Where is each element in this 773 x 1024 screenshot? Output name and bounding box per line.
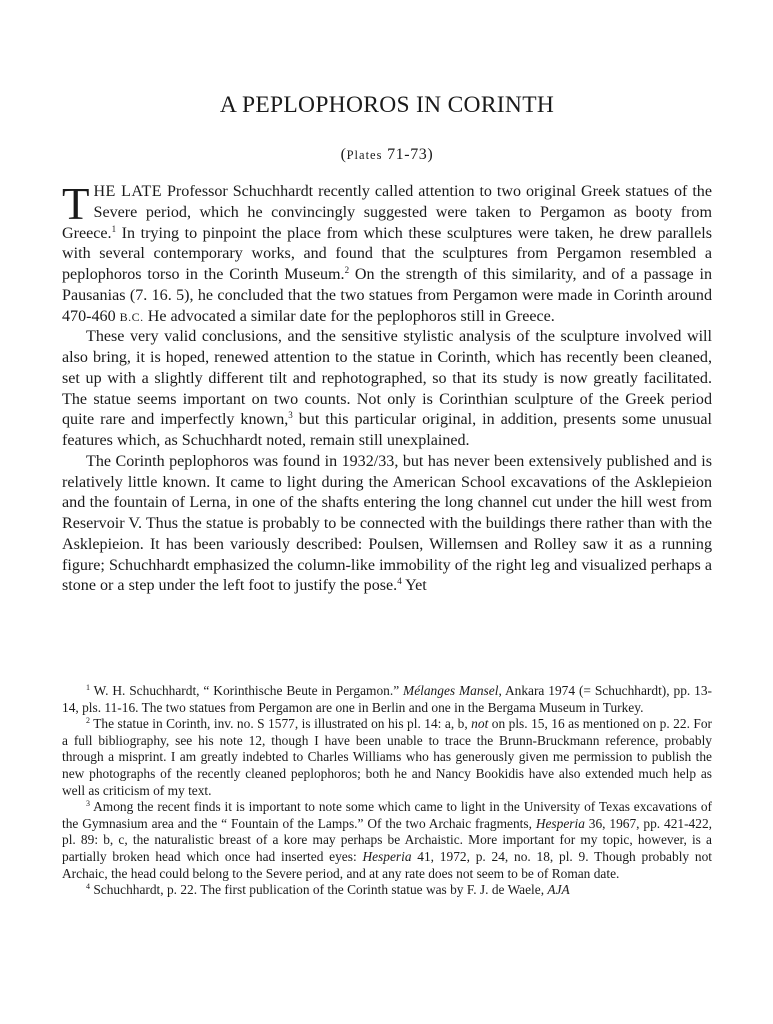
paragraph-1 bbox=[62, 179, 712, 327]
footnote-2-text-a: The statue in Corinth, inv. no. S 1577, is illustrated on his pl. 14: a, b, bbox=[90, 716, 472, 732]
footnote-3 bbox=[62, 799, 712, 882]
footnote-2-number: 2 bbox=[86, 716, 90, 726]
bc-abbrev: B.C. bbox=[119, 309, 144, 324]
p3-text-1: The Corinth peplophoros was found in 1932/33, but has never been extensively published and is relatively little known. It came to light during the American School excavations of the Asklepieion and the fountain of Lerna, in one of the shafts entering the long channel cut under the hill west from Reservoir V. Thus the statue is probably to be connected with the buildings there rather than with the Asklepieion. It has been variously described: Poulsen, Willemsen and Rolley saw it as a running figure; Schuchhardt emphasized the column-like immobility of the right leg and visualized perhaps a stone or a step under the left foot to justify the pose. bbox=[62, 452, 712, 595]
footnote-1-text-b: , Ankara 1974 (= Schuchhardt), pp. 13-14, pls. 11-16. The two statues from Pergamon are one in Berlin and one in the Bergama Museum in Turkey. bbox=[62, 683, 712, 715]
p1-text-4: He advocated a similar date for the peplophoros still in Greece. bbox=[143, 307, 555, 325]
plates-label: Plates bbox=[346, 148, 383, 162]
p3-text-2: Yet bbox=[401, 577, 427, 595]
lead-in: HE LATE bbox=[93, 183, 163, 200]
body-text bbox=[62, 179, 712, 597]
drop-cap: T bbox=[62, 179, 90, 229]
footnote-1-text-a: W. H. Schuchhardt, “ Korinthische Beute in Pergamon.” bbox=[90, 683, 404, 698]
plates-reference bbox=[62, 146, 712, 164]
footnote-1-number: 1 bbox=[86, 683, 90, 692]
paragraph-2 bbox=[62, 327, 712, 452]
footnote-3-italic-1: Hesperia bbox=[535, 815, 585, 831]
paragraph-3 bbox=[62, 452, 712, 597]
footnote-1 bbox=[62, 683, 712, 716]
footnote-3-italic-2: Hesperia bbox=[362, 848, 412, 864]
plates-range: 71-73) bbox=[387, 146, 434, 163]
footnote-2-text-b: on pls. 15, 16 as mentioned on p. 22. For a full bibliography, see his note 12, though I have been unable to trace the Brunn-Bruckmann reference, probably through a misprint. I am greatly indebted to Charles Williams who has generously given me permission to publish the new photographs of the recently cleaned peplophoros; both he and Nancy Bookidis have also extended much help as well as criticism of my text. bbox=[62, 716, 712, 798]
article-title: A PEPLOPHOROS IN CORINTH bbox=[219, 92, 555, 118]
footnote-3-number: 3 bbox=[86, 799, 90, 809]
footnote-1-italic: Mélanges Mansel bbox=[403, 683, 499, 698]
footnote-2 bbox=[62, 716, 712, 799]
footnote-3-text-c: 41, 1972, p. 24, no. 18, pl. 9. Though probably not Archaic, the head could belong to the Severe period, and at any rate does not seem to be of Roman date. bbox=[62, 848, 712, 881]
footnote-4-text-a: Schuchhardt, p. 22. The first publication of the Corinth statue was by F. J. de Waele, bbox=[90, 882, 548, 898]
footnote-4 bbox=[62, 882, 712, 899]
p1-text-2: In trying to pinpoint the place from which these sculptures were taken, he drew parallels with several contemporary works, and found that the sculptures from Pergamon resembled a peplophoros torso in the Corinth Museum. bbox=[62, 224, 712, 283]
footnote-ref-3: 3 bbox=[288, 410, 293, 421]
p1-text-1: Professor Schuchhardt recently called attention to two original Greek statues of the Severe period, which he convincingly suggested were taken to Pergamon as booty from Greece. bbox=[62, 183, 712, 242]
plates-open: ( bbox=[340, 146, 347, 163]
p1-text-3: On the strength of this similarity, and of a passage in Pausanias (7. 16. 5), he concluded that the two statues from Pergamon were made in Corinth around 470-460 bbox=[62, 266, 712, 325]
footnote-2-italic: not bbox=[471, 716, 489, 732]
footnote-3-text-a: Among the recent finds it is important to note some which came to light in the University of Texas excavations of the Gymnasium area and the “ Fountain of the Lamps.” Of the two Archaic fragments, bbox=[62, 799, 712, 831]
footnote-ref-4: 4 bbox=[397, 576, 402, 587]
footnote-4-italic: AJA bbox=[547, 882, 570, 898]
footnote-4-number: 4 bbox=[86, 882, 90, 892]
footnotes bbox=[62, 683, 712, 899]
footnote-ref-1: 1 bbox=[111, 223, 117, 234]
p2-text-2: but this particular original, in addition, presents some unusual features which, as Schuchhardt noted, remain still unexplained. bbox=[62, 411, 712, 449]
p2-text-1: These very valid conclusions, and the sensitive stylistic analysis of the sculpture involved will also bring, it is hoped, renewed attention to the statue in Corinth, which has recently been cleaned, set up with a slightly different tilt and rephotographed, so that its study is now greatly facilitated. The statue seems important on two counts. Not only is Corinthian sculpture of the Greek period quite rare and imperfectly known, bbox=[62, 328, 712, 429]
footnote-3-text-b: 36, 1967, pp. 421-422, pl. 89: b, c, the naturalistic breast of a kore may perhaps be Archaistic. More important for my topic, however, is a partially broken head which once had inserted eyes: bbox=[62, 815, 712, 864]
footnote-ref-2: 2 bbox=[344, 265, 350, 275]
